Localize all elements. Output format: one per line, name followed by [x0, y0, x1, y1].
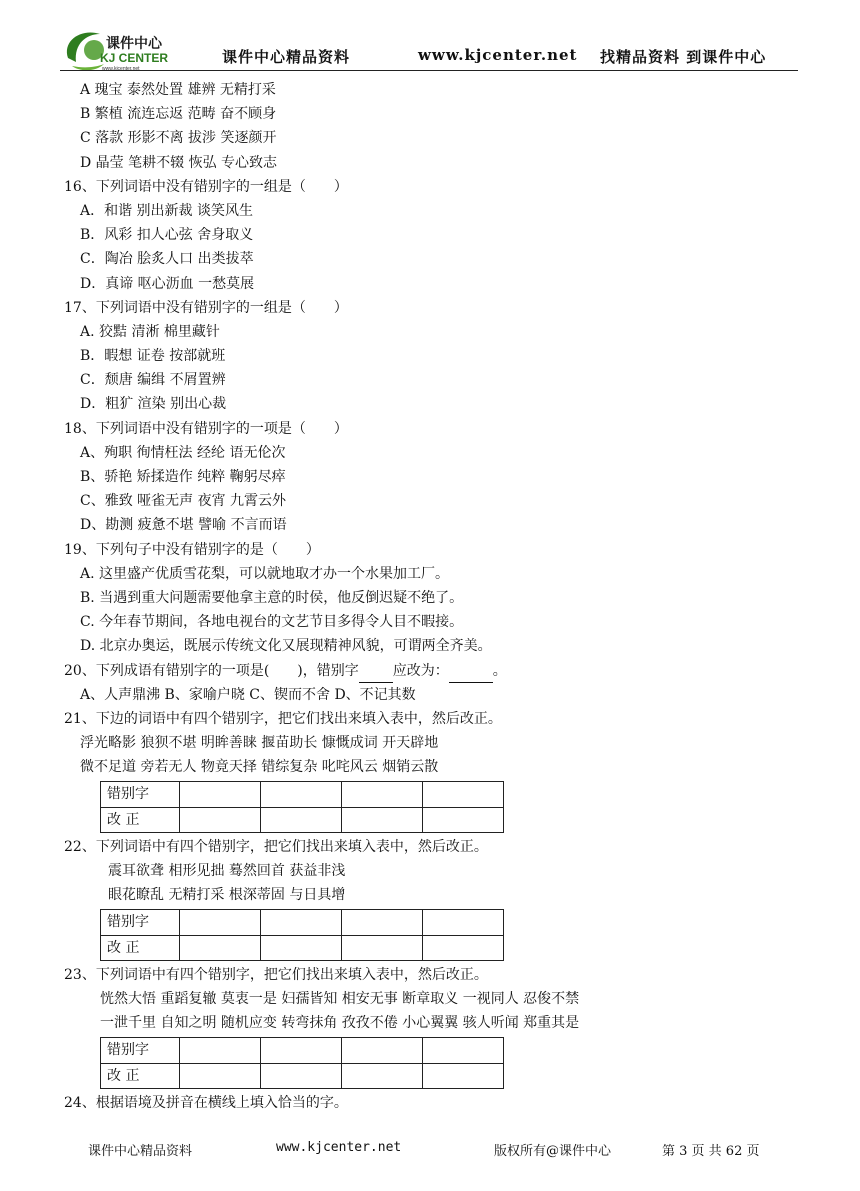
table-cell[interactable]	[180, 910, 261, 935]
q21-row1: 浮光略影 狼狈不堪 明眸善睐 揠苗助长 慷慨成词 开天辟地	[80, 735, 439, 752]
table-cell[interactable]	[180, 935, 261, 960]
table-label-wrong: 错别字	[101, 1038, 180, 1063]
logo-url: www.kjcenter.net	[102, 66, 140, 72]
table-label-fix: 改 正	[101, 935, 180, 960]
table-cell[interactable]	[180, 807, 261, 832]
table-cell[interactable]	[180, 1063, 261, 1088]
q23-table	[100, 1037, 504, 1088]
table-cell[interactable]	[261, 910, 342, 935]
table-cell[interactable]	[261, 935, 342, 960]
text-line: 17、下列词语中没有错别字的一组是（ ）	[64, 299, 348, 316]
q21-stem: 21、下边的词语中有四个错别字，把它们找出来填入表中，然后改正。	[64, 710, 502, 727]
table-label-fix: 改 正	[101, 807, 180, 832]
footer-url[interactable]: www.kjcenter.net	[276, 1140, 402, 1155]
table-cell[interactable]	[423, 807, 504, 832]
q22-row2: 眼花瞭乱 无精打采 根深蒂固 与日具增	[108, 887, 346, 904]
text-line: C．陶冶 脍炙人口 出类拔萃	[80, 251, 254, 268]
table-cell[interactable]	[342, 782, 423, 807]
q23-row2: 一泄千里 自知之明 随机应变 转弯抹角 孜孜不倦 小心翼翼 骇人听闻 郑重其是	[100, 1015, 580, 1032]
question-lines	[64, 78, 784, 659]
header-rule	[60, 70, 798, 71]
table-cell[interactable]	[423, 1038, 504, 1063]
table-cell[interactable]	[261, 782, 342, 807]
header-center[interactable]: www.kjcenter.net	[418, 46, 578, 64]
text-line: C．颓唐 编缉 不屑置辨	[80, 372, 226, 389]
q20-blank-correct[interactable]	[449, 668, 493, 683]
table-cell[interactable]	[180, 1038, 261, 1063]
text-line: C 落款 形影不离 拔涉 笑逐颜开	[80, 130, 277, 147]
table-cell[interactable]	[423, 935, 504, 960]
q20-stem: 20、下列成语有错别字的一项是( )，错别字 应改为： 。	[64, 659, 784, 683]
q21-row2: 微不足道 旁若无人 物竟天择 错综复杂 叱咤风云 烟销云散	[80, 759, 439, 776]
table-cell[interactable]	[261, 1063, 342, 1088]
table-cell[interactable]	[261, 807, 342, 832]
text-line: A. 这里盛产优质雪花梨，可以就地取才办一个水果加工厂。	[80, 565, 450, 582]
text-line: D、勘测 疲惫不堪 譬喻 不言而语	[80, 517, 287, 534]
table-label-wrong: 错别字	[101, 910, 180, 935]
text-line: B 繁植 流连忘返 范畴 奋不顾身	[80, 106, 277, 123]
text-line: A．和谐 别出新裁 谈笑风生	[80, 202, 254, 219]
header-left: 课件中心精品资料	[222, 48, 351, 66]
table-cell[interactable]	[423, 910, 504, 935]
document-body	[64, 78, 784, 1115]
table-cell[interactable]	[261, 1038, 342, 1063]
footer-left: 课件中心精品资料	[88, 1144, 193, 1159]
text-line: 19、下列句子中没有错别字的是（ ）	[64, 541, 320, 558]
table-cell[interactable]	[342, 807, 423, 832]
text-line: B．风彩 扣人心弦 舍身取义	[80, 227, 254, 244]
text-line: B．暇想 证卷 按部就班	[80, 348, 226, 365]
table-cell[interactable]	[423, 782, 504, 807]
text-line: A、殉职 徇情枉法 经纶 语无伦次	[80, 444, 286, 461]
q20-blank-wrong[interactable]	[359, 668, 393, 683]
text-line: 16、下列词语中没有错别字的一组是（ ）	[64, 178, 348, 195]
table-cell[interactable]	[342, 1063, 423, 1088]
kjcenter-logo	[60, 28, 190, 74]
text-line: A 瑰宝 泰然处置 雄辨 无精打采	[80, 82, 276, 98]
text-line: D．真谛 呕心沥血 一愁莫展	[80, 275, 255, 292]
q20-options: A、人声鼎沸 B、家喻户晓 C、锲而不舍 D、不记其数	[80, 686, 416, 703]
text-line: C、雅致 哑雀无声 夜宵 九霄云外	[80, 493, 287, 510]
text-line: B. 当遇到重大问题需要他拿主意的时侯，他反倒迟疑不绝了。	[80, 589, 464, 606]
table-cell[interactable]	[342, 935, 423, 960]
text-line: D 晶莹 笔耕不辍 恢弘 专心致志	[80, 154, 278, 171]
table-cell[interactable]	[423, 1063, 504, 1088]
text-line: B、骄艳 矫揉造作 纯粹 鞠躬尽瘁	[80, 469, 286, 485]
logo-small: KJ CENTER	[100, 51, 169, 65]
text-line: D．粗犷 渲染 别出心裁	[80, 396, 227, 413]
q23-row1: 恍然大悟 重蹈复辙 莫衷一是 妇孺皆知 相安无事 断章取义 一视同人 忍俊不禁	[100, 991, 580, 1007]
table-cell[interactable]	[180, 782, 261, 807]
q23-stem: 23、下列词语中有四个错别字，把它们找出来填入表中，然后改正。	[64, 966, 488, 983]
text-line: D. 北京办奥运，既展示传统文化又展现精神风貌，可谓两全齐美。	[80, 638, 492, 655]
q24-stem: 24、根据语境及拼音在横线上填入恰当的字。	[64, 1094, 348, 1111]
footer-copyright: 版权所有@课件中心	[494, 1144, 612, 1159]
text-line: C. 今年春节期间，各地电视台的文艺节目多得令人目不暇接。	[80, 614, 464, 631]
text-line: 18、下列词语中没有错别字的一项是（ ）	[64, 420, 348, 437]
logo-text: 课件中心	[106, 35, 162, 51]
q21-table	[100, 781, 504, 832]
table-cell[interactable]	[342, 910, 423, 935]
page-header	[60, 28, 800, 74]
table-cell[interactable]	[342, 1038, 423, 1063]
text-line: A. 狡黠 清淅 棉里藏针	[80, 323, 220, 340]
q22-stem: 22、下列词语中有四个错别字，把它们找出来填入表中，然后改正。	[64, 838, 488, 855]
q22-table	[100, 909, 504, 960]
header-right: 找精品资料 到课件中心	[600, 48, 767, 66]
table-label-fix: 改 正	[101, 1063, 180, 1088]
q22-row1: 震耳欲聋 相形见拙 蓦然回首 获益非浅	[108, 863, 346, 880]
table-label-wrong: 错别字	[101, 782, 180, 807]
footer-page-number: 第 3 页 共 62 页	[662, 1144, 760, 1159]
